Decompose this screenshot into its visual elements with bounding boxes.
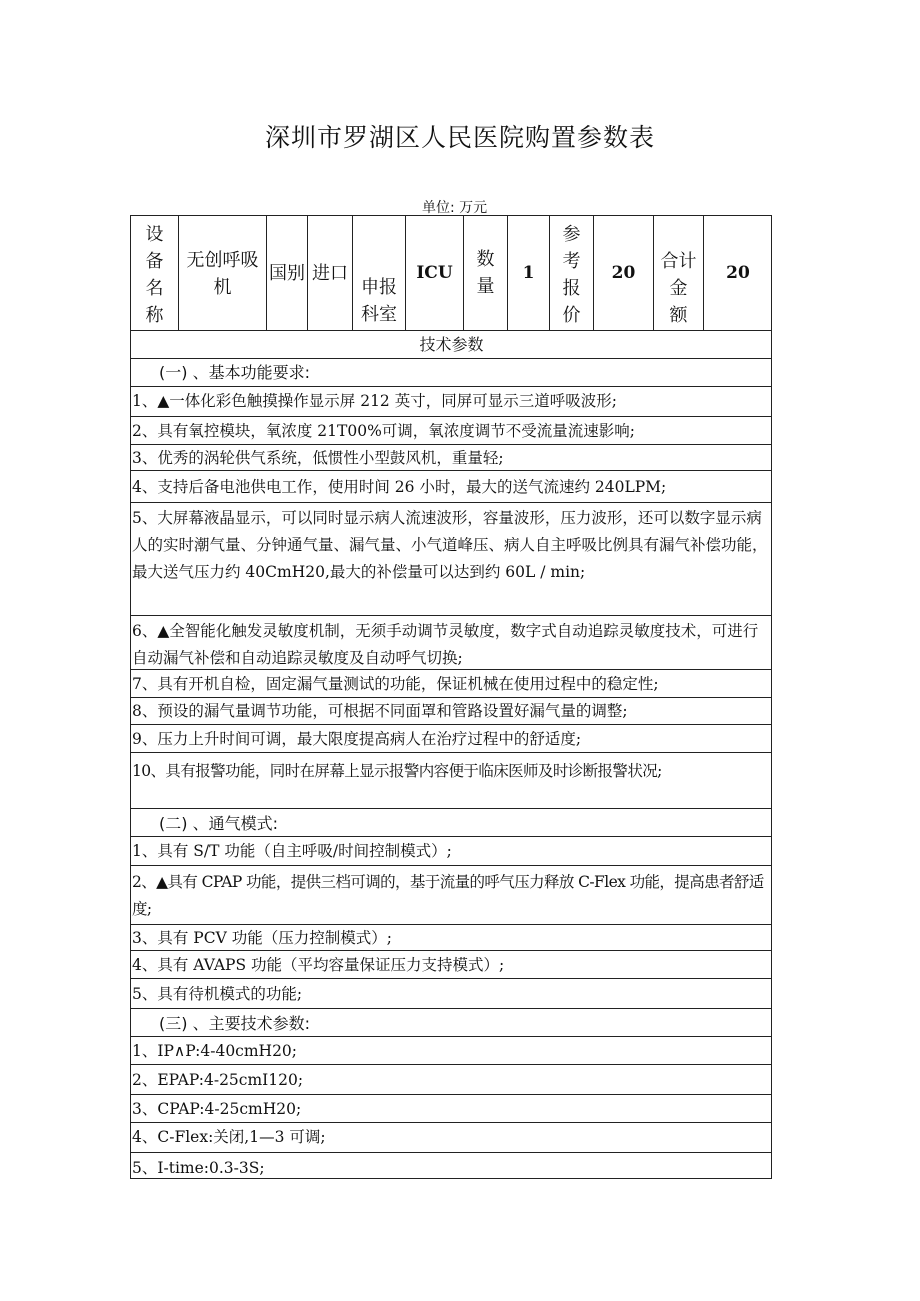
list-item: 1、▲一体化彩色触摸操作显示屏 212 英寸，同屏可显示三道呼吸波形;	[131, 386, 771, 416]
list-item: 10、具有报警功能，同时在屏幕上显示报警内容便于临床医师及时诊断报警状况;	[131, 752, 771, 808]
parameter-table	[130, 215, 772, 1179]
qty-label-cell: 数 量	[464, 216, 508, 330]
list-item: 4、支持后备电池供电工作，使用时间 26 小时，最大的送气流速约 240LPM;	[131, 470, 771, 502]
unit-label: 单位: 万元	[422, 200, 488, 216]
section-2-title: (二) 、通气模式:	[131, 808, 771, 836]
list-item: 1、IP∧P:4-40cmH20;	[131, 1036, 771, 1064]
total-label-cell: 合计 金 额	[654, 216, 704, 330]
tech-params-heading: 技术参数	[131, 330, 771, 358]
header-row	[131, 216, 773, 330]
list-item: 3、具有 PCV 功能（压力控制模式）;	[131, 924, 771, 950]
list-item: 4、C-Flex:关闭,1—3 可调;	[131, 1122, 771, 1152]
device-label-cell: 设 备 名 称	[131, 216, 179, 330]
list-item: 9、压力上升时间可调，最大限度提高病人在治疗过程中的舒适度;	[131, 724, 771, 752]
list-item: 3、优秀的涡轮供气系统，低惯性小型鼓风机，重量轻;	[131, 444, 771, 470]
list-item: 4、具有 AVAPS 功能（平均容量保证压力支持模式）;	[131, 950, 771, 978]
dept-label-cell: 申报 科室	[353, 216, 406, 330]
total-value-cell: 20	[726, 263, 750, 283]
list-item: 2、具有氧控模块，氧浓度 21T00%可调，氧浓度调节不受流量流速影响;	[131, 416, 771, 444]
list-item: 2、EPAP:4-25cmI120;	[131, 1064, 771, 1094]
price-label-cell: 参 考 报 价	[550, 216, 594, 330]
list-item: 7、具有开机自检，固定漏气量测试的功能，保证机械在使用过程中的稳定性;	[131, 669, 771, 697]
qty-value-cell: 1	[508, 216, 550, 330]
list-item: 1、具有 S/T 功能（自主呼吸/时间控制模式）;	[131, 836, 771, 865]
device-name-cell: 无创呼吸 机	[179, 216, 267, 330]
price-value-cell: 20	[594, 216, 654, 330]
section-3-title: (三) 、主要技术参数:	[131, 1008, 771, 1036]
list-item: 5、具有待机模式的功能;	[131, 978, 771, 1008]
page-title: 深圳市罗湖区人民医院购置参数表	[264, 123, 655, 152]
country-value-cell: 进口	[308, 216, 353, 330]
country-label-cell: 国别	[267, 216, 308, 330]
dept-value-cell: ICU	[406, 216, 464, 330]
list-item: 2、▲具有 CPAP 功能，提供三档可调的，基于流量的呼气压力释放 C-Flex 功能，提高患者舒适度;	[131, 865, 771, 924]
list-item: 3、CPAP:4-25cmH20;	[131, 1094, 771, 1122]
list-item: 8、预设的漏气量调节功能，可根据不同面罩和管路设置好漏气量的调整;	[131, 697, 771, 724]
list-item: 5、大屏幕液晶显示，可以同时显示病人流速波形，容量波形，压力波形，还可以数字显示病人的实时潮气量、分钟通气量、漏气量、小气道峰压、病人自主呼吸比例具有漏气补偿功能，最大送气压力约 40CmH20,最大的补偿量可以达到约 60L / min;	[131, 502, 771, 615]
list-item: 6、▲全智能化触发灵敏度机制，无须手动调节灵敏度，数字式自动追踪灵敏度技术，可进行自动漏气补偿和自动追踪灵敏度及自动呼气切换;	[131, 615, 771, 669]
section-1-title: (一) 、基本功能要求:	[131, 358, 771, 386]
list-item: 5、I-time:0.3-3S;	[131, 1152, 771, 1178]
